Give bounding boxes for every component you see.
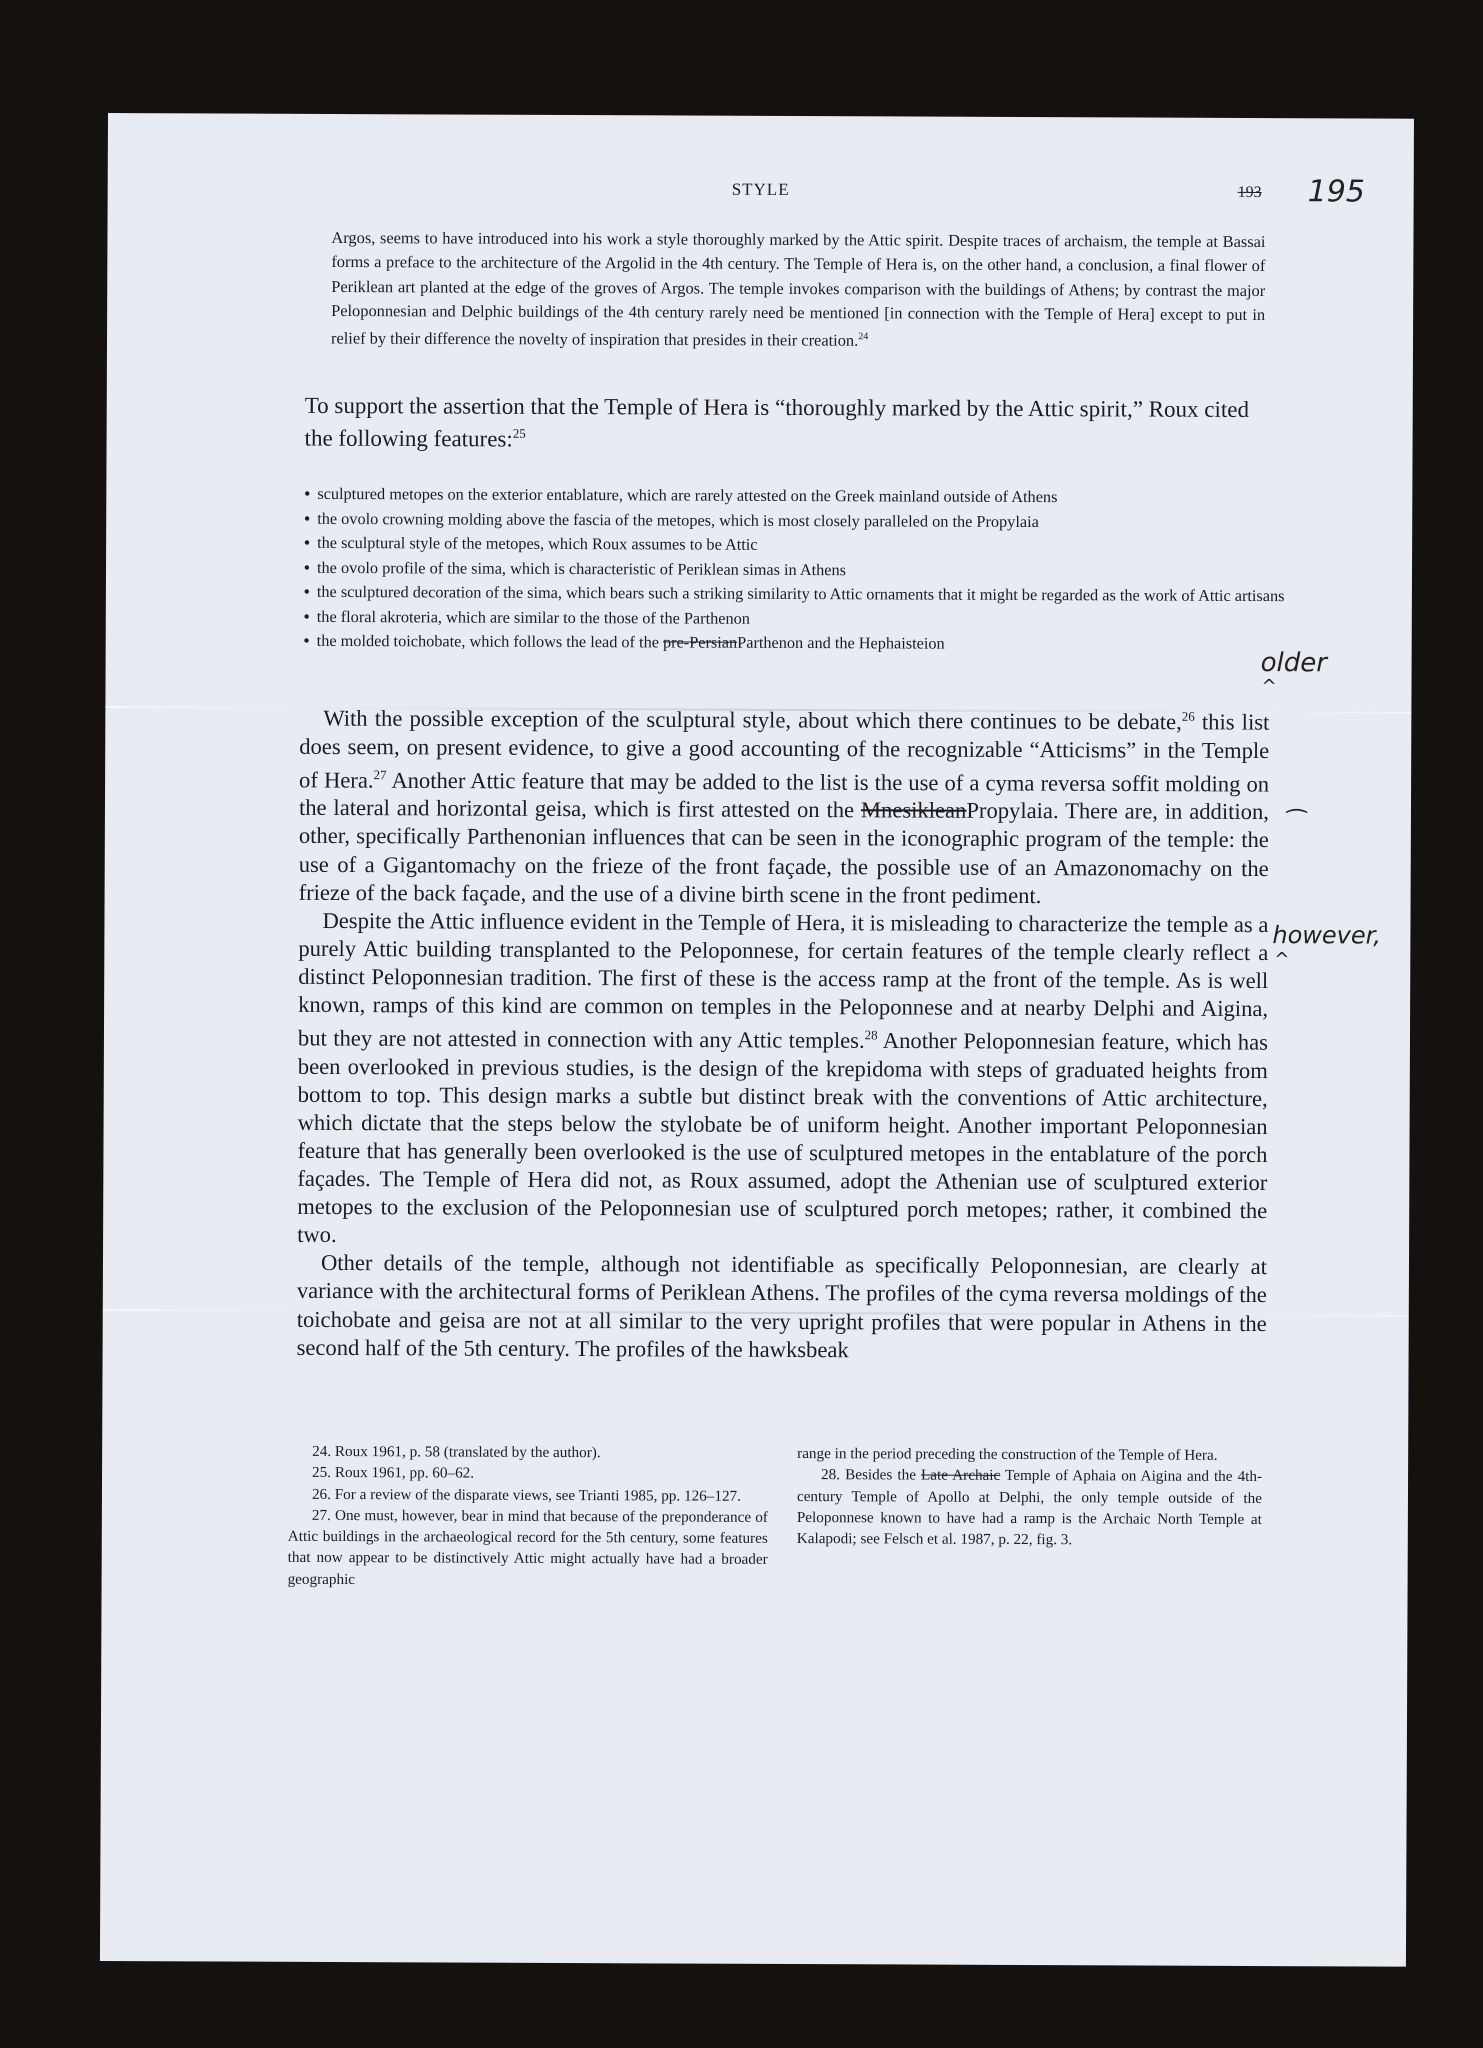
intro-paragraph [305, 392, 1275, 456]
margin-note-however: however, [1272, 921, 1382, 950]
margin-caret: ^ [1261, 676, 1277, 698]
list-item: • the sculptured decoration of the sima, which bears such a striking similarity to Attic ornaments that it might be regarded as the work of Attic artisans [304, 580, 1304, 609]
paragraph [299, 699, 1270, 911]
struck-text: pre-Persian [662, 632, 738, 652]
footnote-text: Temple of Aphaia on Aigina and the 4th-century Temple of Apollo at Delphi, the only temple outside of the Peloponnese known to have had a ramp is the Archaic North Temple at Kalapodi; see Felsch et al. 1987, p. 22, fig. 3. [796, 1467, 1263, 1549]
footnote: 24. Roux 1961, p. 58 (translated by the author). [312, 1442, 601, 1462]
footnote: 25. Roux 1961, pp. 60–62. [312, 1464, 475, 1482]
block-quote [331, 226, 1266, 355]
paragraph-text: Another Peloponnesian feature, which has been overlooked in previous studies, is the design of the krepidoma with steps of graduated heights from bottom to top. This design marks a subtle but distinct break with the conventions of Attic architecture, which dictate that the steps below the stylobate be of uniform height. Another important Peloponnesian feature that has generally been overlooked is the use of sculptured metopes in the entablature of the porch façades. The Temple of Hera did not, as Roux assumed, adopt the Athenian use of sculptured exterior metopes to the exclusion of the Peloponnesian use of sculptured porch metopes; rather, it combined the two. [297, 1027, 1269, 1248]
list-item: • the floral akroteria, which are similar to the those of the Parthenon [304, 604, 1304, 633]
block-quote-text: Argos, seems to have introduced into his work a style thoroughly marked by the Attic spirit. Despite traces of archaism, the temple at Bassai forms a preface to the architecture of the Argolid in the 4th century. The Temple of Hera is, on the other hand, a conclusion, a final flower of Periklean art planted at the edge of the groves of Argos. The temple invokes comparison with the buildings of Athens; by contrast the major Peloponnesian and Delphic buildings of the 4th century rarely need be mentioned [in connection with the Temple of Hera] except to put in relief by their difference the novelty of inspiration that presides in their creation. [330, 227, 1266, 350]
running-head: STYLE [731, 179, 790, 199]
list-item-text: Parthenon and the Hephaisteion [737, 632, 945, 653]
paragraph-text: Propylaia. There are, in addition, other, specifically Parthenonian influences that can be seen in the iconographic program of the temple: the use of a Gigantomachy on the frieze of the front façade, the possible use of an Amazonomachy on the frieze of the back façade, and the use of a divine birth scene in the front pediment. [298, 798, 1270, 908]
struck-text: Late Archaic [920, 1466, 1001, 1485]
paragraph-text: Despite the Attic influence evident in the Temple of Hera, it is misleading to characterize the temple as a purely Attic building transplanted to the Peloponnese, for certain features of the temple clearly reflect a distinct Peloponnesian tradition. The first of these is the access ramp at the front of the temple. As is well known, ramps of this kind are common on temples in the Peloponnese and at nearby Delphi and Aigina, but they are not attested in connection with any Attic temples. [297, 907, 1269, 1053]
footnote-ref: 26 [1181, 708, 1195, 724]
list-item: • sculptured metopes on the exterior entablature, which are rarely attested on the Greek mainland outside of Athens [304, 482, 1304, 511]
footnote-text: 28. Besides the [821, 1466, 922, 1484]
footnote: 26. For a review of the disparate views, see Trianti 1985, pp. 126–127. [311, 1485, 741, 1505]
feature-list [304, 482, 1305, 658]
paragraph-text: Another Attic feature that may be added to the list is the use of a cyma reversa soffit molding on the lateral and horizontal geisa, which is first attested on the [298, 767, 1270, 823]
paper-page [100, 113, 1414, 1967]
body-text [297, 699, 1270, 1366]
list-item-text: the molded toichobate, which follows the lead of the [316, 630, 664, 652]
list-item [304, 629, 1304, 658]
list-item: • the ovolo profile of the sima, which is characteristic of Periklean simas in Athens [304, 555, 1304, 584]
footnote [797, 1464, 1262, 1551]
paragraph-text: this list does seem, on present evidence, to give a good accounting of the recognizable “Atticisms” in the Temple of Hera. [299, 709, 1270, 793]
margin-caret: ^ [1274, 949, 1290, 971]
footnote-ref: 28 [864, 1027, 878, 1043]
footnotes [287, 1441, 1288, 1588]
footnote-continuation: range in the period preceding the construction of the Temple of Hera. [797, 1445, 1218, 1464]
paragraph [297, 907, 1268, 1254]
struck-text: Mnesiklean [860, 797, 967, 824]
margin-mark: ⁀ [1286, 809, 1307, 838]
page-number [1238, 184, 1262, 202]
list-item: • the sculptural style of the metopes, which Roux assumes to be Attic [304, 531, 1304, 560]
footnotes-left-column [288, 1441, 769, 1592]
footnote-ref: 27 [373, 766, 387, 782]
list-item: • the ovolo crowning molding above the fascia of the metopes, which is most closely paralleled on the Propylaia [304, 506, 1304, 535]
footnote: 27. One must, however, bear in mind that because of the preponderance of Attic buildings in the archaeological record for the 5th century, some features that now appear to be distinctively Attic might actually have had a broader geographic [287, 1506, 768, 1588]
margin-note-older: older [1260, 648, 1328, 679]
footnote-ref: 25 [512, 425, 526, 441]
intro-text: To support the assertion that the Temple of Hera is “thoroughly marked by the Attic spirit,” Roux cited the following features: [304, 392, 1250, 452]
page-number-handwritten: 195 [1307, 174, 1366, 210]
footnotes-right-column [797, 1443, 1262, 1552]
page-number-printed: 193 [1237, 183, 1262, 202]
paragraph: Other details of the temple, although not identifiable as specifically Peloponnesian, are clearly at variance with the architectural forms of Periklean Athens. The profiles of the cyma reversa moldings of the toichobate and geisa are not at all similar to the very upright profiles that were popular in Athens in the second half of the 5th century. The profiles of the hawksbeak [296, 1250, 1268, 1362]
paragraph-text: With the possible exception of the sculptural style, about which there continues to be debate, [323, 705, 1182, 735]
footnote-ref: 24 [858, 331, 869, 343]
